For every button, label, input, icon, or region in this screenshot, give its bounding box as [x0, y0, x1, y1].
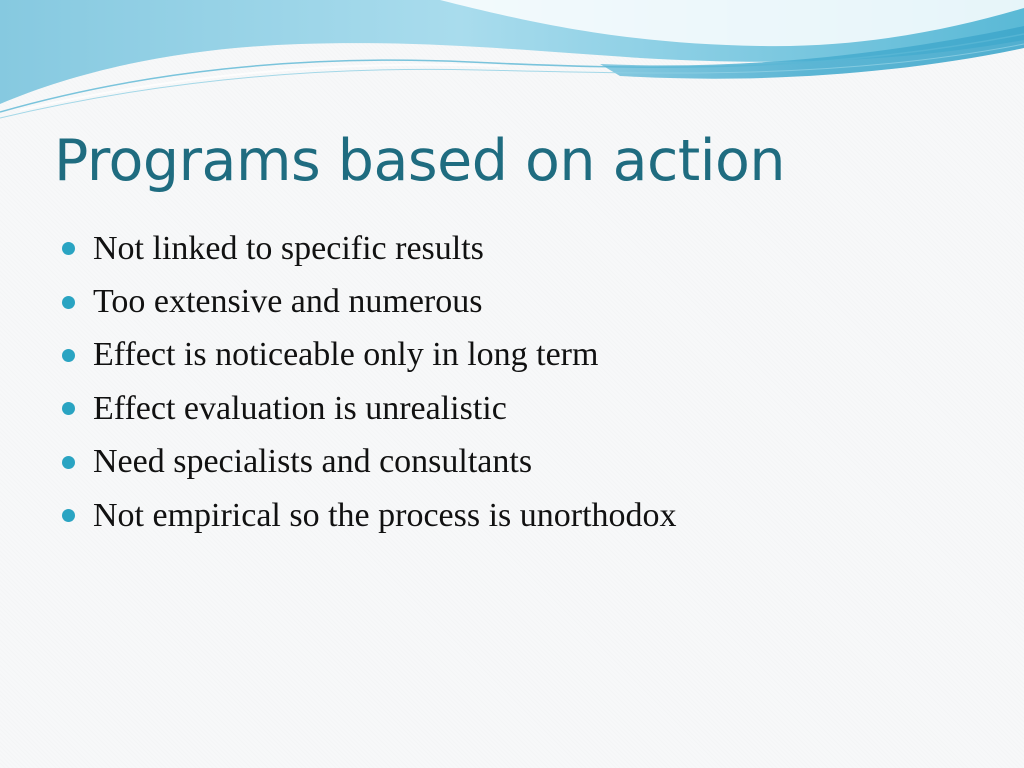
bullet-dot-icon [62, 456, 75, 469]
bullet-dot-icon [62, 349, 75, 362]
bullet-item [62, 329, 677, 382]
bullet-text: Not linked to specific results [93, 229, 484, 267]
bullet-text: Need specialists and consultants [93, 443, 533, 481]
decorative-wave-header [0, 0, 1024, 130]
bullet-text: Not empirical so the process is unorthodox [93, 496, 677, 534]
bullet-dot-icon [62, 242, 75, 255]
slide-title: Programs based on action [54, 128, 786, 194]
bullet-item [62, 489, 677, 542]
bullet-text: Effect is noticeable only in long term [93, 336, 599, 374]
bullet-item [62, 222, 677, 275]
bullet-list [62, 222, 677, 542]
bullet-dot-icon [62, 402, 75, 415]
bullet-item [62, 436, 677, 489]
bullet-dot-icon [62, 296, 75, 309]
bullet-dot-icon [62, 509, 75, 522]
bullet-item [62, 382, 677, 435]
bullet-item [62, 275, 677, 328]
bullet-text: Too extensive and numerous [93, 283, 483, 321]
bullet-text: Effect evaluation is unrealistic [93, 389, 507, 427]
